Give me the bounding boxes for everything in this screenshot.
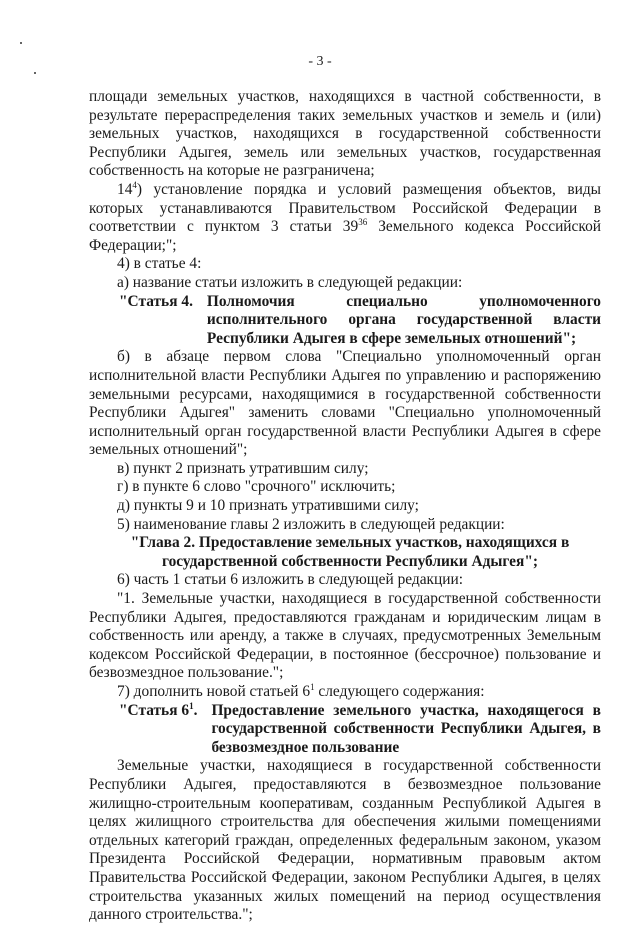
article-4-title: Полномочия специально уполномоченного исполнительного органа государственной власти Республики Адыгея в сфере земельных отношений"; <box>206 292 601 347</box>
article-6-1-body: Земельные участки, находящиеся в государственной собственности Республики Адыгея, предоставляются в безвозмездное пользование жилищно-строительным кооперативам, созданным Республикой Адыгея в целях жилищного строительства для обеспечения жилыми помещениями отдельных категорий граждан, определенных федеральным законом, указом Президента Российской Федерации, нормативным правовым актом Правительства Российской Федерации, законом Республики Адыгея, в целях строительства указанных жилых помещений на период осуществления данного строительства."; <box>89 757 601 924</box>
subitem-g: г) в пункте 6 слово "срочного" исключить; <box>117 478 396 496</box>
scan-speck <box>34 72 36 74</box>
article-6-1-label: "Статья $6^1$. <box>119 700 198 719</box>
article-6-part-1: "1. Земельные участки, находящиеся в государственной собственности Республики Адыгея, предоставляются гражданам и юридическим лицам в собственность или аренду, а также в случаях, предусмотренных Земельным кодексом Российской Федерации, в постоянное (бессрочное) пользование и безвозмездное пользование."; <box>89 590 601 682</box>
document-body <box>89 88 601 925</box>
article-4-label: "Статья 4. <box>119 292 193 310</box>
paragraph-continuation: площади земельных участков, находящихся в частной собственности, в результате перераспределения таких земельных участков и земель и (или) земельных участков, находящихся в государственной собственности Республики Адыгея, земель или земельных участков, государственная собственность на которые не разграничена; <box>89 88 601 180</box>
subitem-d: д) пункты 9 и 10 признать утратившими силу; <box>117 497 419 515</box>
chapter-2-heading: "Глава 2. Предоставление земельных участков, находящихся в государственной собственности Республики Адыгея"; <box>130 534 570 570</box>
item-14-4: $14^4$) установление порядка и условий размещения объектов, виды которых устанавливаются Правительством Российской Федерации в соответствии с пунктом 3 статьи $39^{36}$ Земельного кодекса Российской Федерации;"; <box>89 179 602 254</box>
scan-speck <box>20 42 22 44</box>
subitem-v: в) пункт 2 признать утратившим силу; <box>117 459 369 477</box>
item-4: 4) в статье 4: <box>117 255 202 273</box>
subitem-a: а) название статьи изложить в следующей редакции: <box>117 273 463 291</box>
article-6-1-heading <box>89 702 601 758</box>
item-5: 5) наименование главы 2 изложить в следующей редакции: <box>117 515 505 533</box>
item-7: 7) дополнить новой статьей $6^1$ следующего содержания: <box>117 682 485 700</box>
item-6: 6) часть 1 статьи 6 изложить в следующей редакции: <box>117 571 464 589</box>
subitem-b: б) в абзаце первом слова "Специально уполномоченный орган исполнительной власти Республики Адыгея по управлению и распоряжению земельными ресурсами, находящимися в государственной собственности Республики Адыгея" заменить словами "Специально уполномоченный исполнительный орган государственной власти Республики Адыгея в сфере земельных отношений"; <box>89 348 601 459</box>
article-4-heading <box>89 293 601 349</box>
page-number: - 3 - <box>308 54 332 69</box>
article-6-1-title: Предоставление земельного участка, находящегося в государственной собственности Республики Адыгея, в безвозмездное пользование <box>211 701 601 756</box>
